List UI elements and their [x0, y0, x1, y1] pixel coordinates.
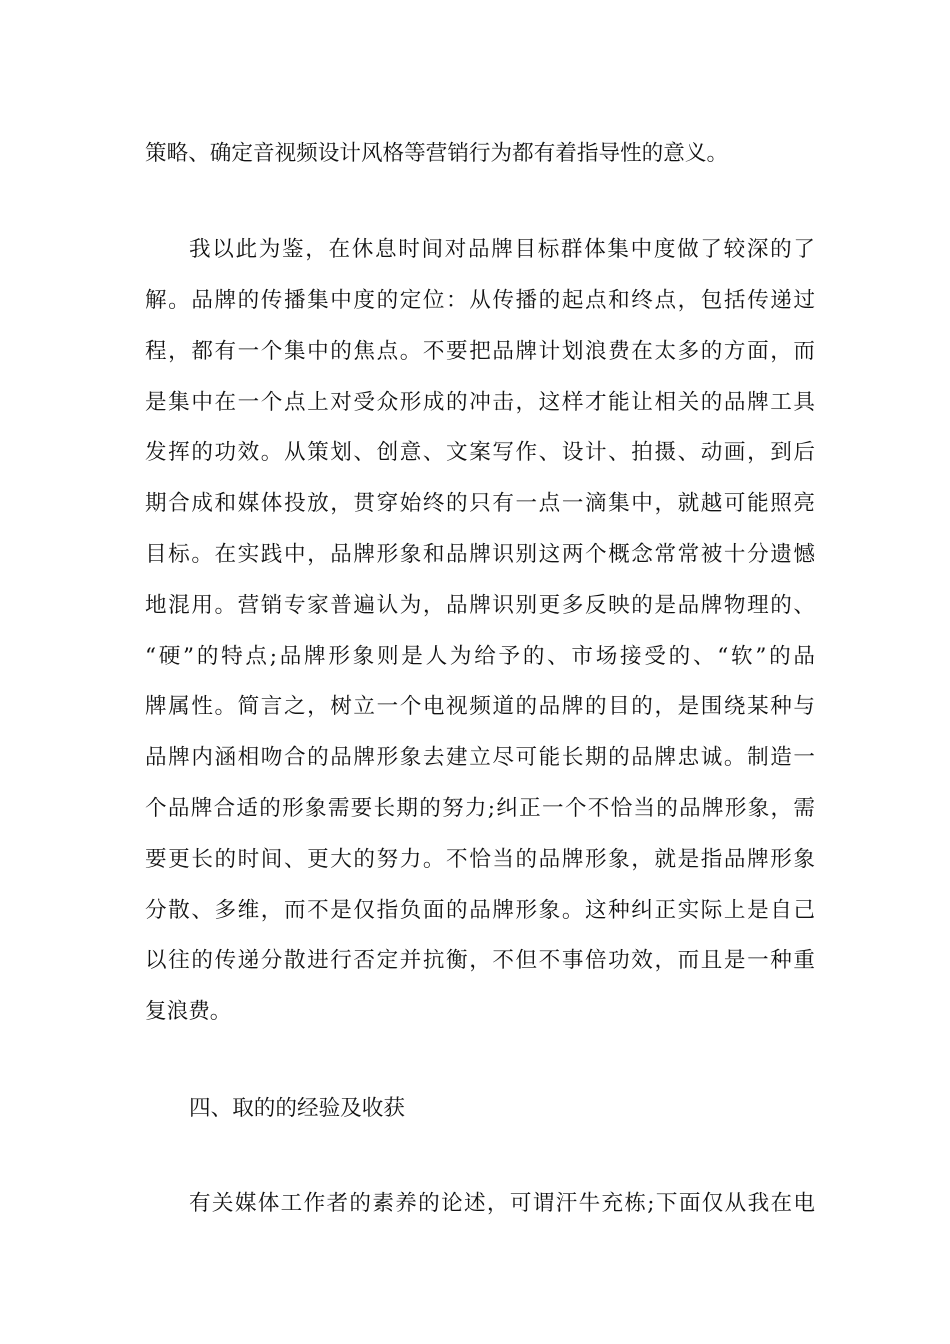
paragraph-2-line-16: 复浪费。	[145, 999, 232, 1024]
paragraph-2-line-5: 发挥的功效。从策划、创意、文案写作、设计、拍摄、动画，到后	[145, 440, 815, 465]
paragraph-1-line-1: 策略、确定音视频设计风格等营销行为都有着指导性的意义。	[145, 141, 729, 166]
paragraph-2-line-4: 是集中在一个点上对受众形成的冲击，这样才能让相关的品牌工具	[145, 390, 815, 415]
paragraph-2-line-8: 地混用。营销专家普遍认为，品牌识别更多反映的是品牌物理的、	[145, 593, 815, 618]
paragraph-2-line-1: 我以此为鉴，在休息时间对品牌目标群体集中度做了较深的了	[189, 237, 815, 262]
paragraph-2-line-10: 牌属性。简言之，树立一个电视频道的品牌的目的，是围绕某种与	[145, 694, 815, 719]
paragraph-3-line-1: 有关媒体工作者的素养的论述，可谓汗牛充栋;下面仅从我在电	[189, 1191, 815, 1216]
paragraph-2-line-3: 程，都有一个集中的焦点。不要把品牌计划浪费在太多的方面，而	[145, 339, 815, 364]
paragraph-2-line-7: 目标。在实践中，品牌形象和品牌识别这两个概念常常被十分遗憾	[145, 542, 815, 567]
paragraph-2-line-11: 品牌内涵相吻合的品牌形象去建立尽可能长期的品牌忠诚。制造一	[145, 745, 815, 770]
paragraph-2-line-12: 个品牌合适的形象需要长期的努力;纠正一个不恰当的品牌形象，需	[145, 796, 815, 821]
paragraph-2-line-15: 以往的传递分散进行否定并抗衡，不但不事倍功效，而且是一种重	[145, 948, 815, 973]
paragraph-2-line-13: 要更长的时间、更大的努力。不恰当的品牌形象，就是指品牌形象	[145, 847, 815, 872]
paragraph-2-line-14: 分散、多维，而不是仅指负面的品牌形象。这种纠正实际上是自己	[145, 898, 815, 923]
paragraph-2-line-2: 解。品牌的传播集中度的定位：从传播的起点和终点，包括传递过	[145, 288, 815, 313]
paragraph-2-line-6: 期合成和媒体投放，贯穿始终的只有一点一滴集中，就越可能照亮	[145, 491, 815, 516]
section-heading-4: 四、取的的经验及收获	[189, 1096, 405, 1121]
paragraph-2-line-9: “硬”的特点;品牌形象则是人为给予的、市场接受的、“软”的品	[145, 644, 815, 669]
